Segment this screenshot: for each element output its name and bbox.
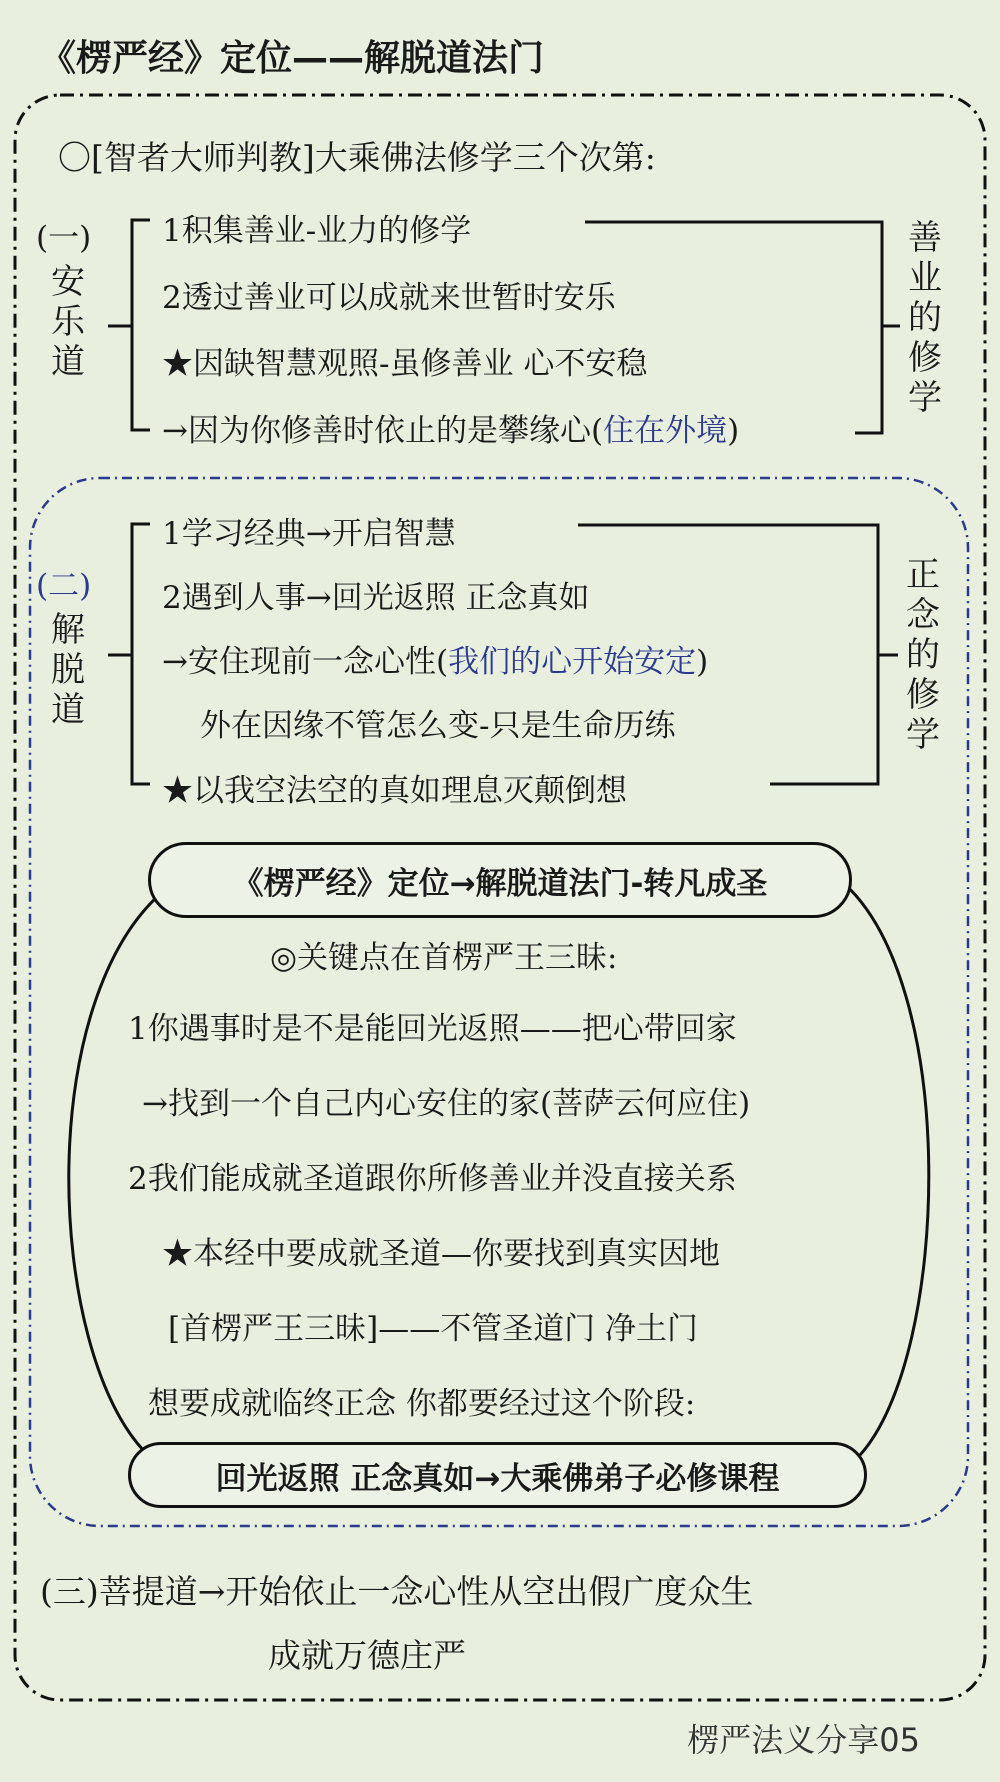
section1-number: (一) <box>36 220 92 256</box>
circle-line-2: 1你遇事时是不是能回光返照——把心带回家 <box>128 1011 737 1047</box>
circle-line-1: ◎关键点在首楞严王三昧: <box>270 940 618 976</box>
section1-item-3: ★因缺智慧观照-虽修善业 心不安稳 <box>162 346 648 382</box>
section2-side-label: 正念的修学 <box>906 555 940 755</box>
section2-number: (二) <box>36 568 92 604</box>
section1-item-2: 2透过善业可以成就来世暂时安乐 <box>162 280 616 316</box>
circle-line-3: →找到一个自己内心安住的家(菩萨云何应住) <box>142 1086 751 1122</box>
section2-item-5: ★以我空法空的真如理息灭颠倒想 <box>162 773 627 809</box>
section1-label: 安乐道 <box>51 262 85 382</box>
section1-item-4-highlight: 住在外境 <box>603 413 728 449</box>
circle-line-4: 2我们能成就圣道跟你所修善业并没直接关系 <box>128 1161 737 1197</box>
section2-item-3-highlight: 我们的心开始安定 <box>448 644 697 680</box>
footer-label: 楞严法义分享05 <box>687 1721 920 1759</box>
intro-line: 〇[智者大师判教]大乘佛法修学三个次第: <box>58 138 656 177</box>
section2-item-1: 1学习经典→开启智慧 <box>162 516 456 552</box>
banner-top: 《楞严经》定位→解脱道法门-转凡成圣 <box>148 842 852 918</box>
circle-line-6: [首楞严王三昧]——不管圣道门 净土门 <box>168 1311 699 1347</box>
section2-label: 解脱道 <box>51 610 85 730</box>
circle-line-7: 想要成就临终正念 你都要经过这个阶段: <box>148 1386 696 1422</box>
section3-line-1: (三)菩提道→开始依止一念心性从空出假广度众生 <box>40 1572 754 1611</box>
banner-bottom: 回光返照 正念真如→大乘佛弟子必修课程 <box>128 1442 867 1508</box>
section2-item-2: 2遇到人事→回光返照 正念真如 <box>162 580 590 616</box>
page-title: 《楞严经》定位——解脱道法门 <box>40 38 545 79</box>
section1-side-label: 善业的修学 <box>908 218 942 418</box>
section1-item-1: 1积集善业-业力的修学 <box>162 213 472 249</box>
section2-item-3: →安住现前一念心性(我们的心开始安定) <box>162 644 709 680</box>
circle-line-5: ★本经中要成就圣道—你要找到真实因地 <box>162 1236 720 1272</box>
section3-line-2: 成就万德庄严 <box>268 1636 466 1675</box>
section1-item-4: →因为你修善时依止的是攀缘心(住在外境) <box>162 413 740 449</box>
section2-item-4: 外在因缘不管怎么变-只是生命历练 <box>200 708 676 744</box>
